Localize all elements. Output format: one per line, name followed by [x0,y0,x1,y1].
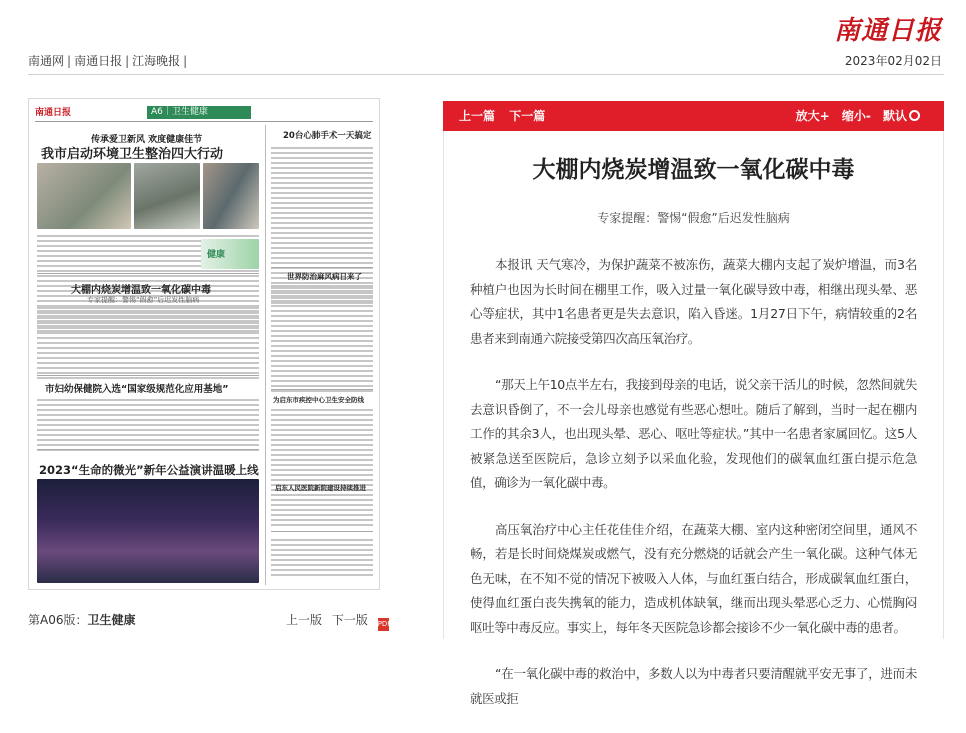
article-title: 大棚内烧炭增温致一氧化碳中毒 [532,157,855,183]
default-size-label: 默认 [882,109,907,123]
zoom-in-button[interactable]: 放大+ [795,109,830,123]
page-label-prefix: 第A06版： [28,613,88,627]
thumb-column-rule [265,125,266,585]
default-size-button[interactable] [883,109,920,123]
thumbnail-edition-bar: A6｜卫生健康 [147,106,251,119]
thumb-headline-6[interactable]: 世界防治麻风病日来了 [287,272,362,281]
page-nav [286,611,395,631]
thumb-divider-3 [37,449,259,450]
article-paragraph-4: “在一氧化碳中毒的救治中，多数人以为中毒者只要清醒就平安无事了，进而未就医或拒 [470,666,917,706]
thumb-headline-4[interactable]: 2023“生命的微光”新年公益演讲温暖上线 [39,463,259,477]
header-divider [28,74,944,75]
thumb-divider-2 [37,375,259,376]
thumb-text-block-3 [37,399,259,454]
prev-page-link[interactable]: 上一版 [286,613,323,627]
issue-date: 2023年02月02日 [844,54,942,68]
link-nantong-net[interactable]: 南通网 [28,54,65,68]
thumb-divider-6 [271,531,373,532]
article-panel [443,131,944,706]
thumb-photo-1 [37,163,131,229]
article-body [470,253,917,733]
thumb-divider-1 [37,273,259,274]
link-nantong-daily[interactable]: 南通日报 [74,54,123,68]
next-page-link[interactable]: 下一版 [331,613,368,627]
thumb-text-block-4 [271,147,373,307]
link-jianghai-evening[interactable]: 江海晚报 [132,54,181,68]
prev-article-button[interactable]: 上一篇 [459,109,496,123]
article-paragraph-1: 本报讯 天气寒冷，为保护蔬菜不被冻伤，蔬菜大棚内支起了炭炉增温，而3名种植户也因为长时间在棚里工作，吸入过量一氧化碳导致中毒，相继出现头晕、恶心等症状，其中1名患者更是失去意识，陷入昏迷。1月27日下午，病情较重的2名患者来到南通六院接受第四次高压氧治疗。 [470,257,917,346]
page-label-name: 卫生健康 [87,613,136,627]
thumb-text-block-7 [271,539,373,579]
page-label [28,611,136,628]
thumb-text-block-2 [37,307,259,382]
thumb-photo-3 [203,163,259,229]
thumb-subheadline-2: 专家提醒：警惕“假愈”后迟发性脑病 [87,296,200,304]
pdf-icon[interactable]: PDF [378,618,389,631]
thumb-photo-4 [37,479,259,583]
thumb-kicker-1[interactable]: 传承爱卫新风 欢度健康佳节 [91,135,203,145]
thumb-text-block-6 [271,409,373,529]
thumb-divider-4 [271,267,373,268]
thumb-headline-1[interactable]: 我市启动环境卫生整治四大行动 [41,147,224,162]
newspaper-page-thumbnail[interactable] [28,98,380,590]
thumb-headline-7[interactable]: 为启东市疾控中心卫生安全防线 [273,396,364,404]
site-logo[interactable]: 南通日报 [833,16,942,46]
zoom-out-button[interactable]: 缩小- [841,109,871,123]
top-links: 南通网 | 南通日报 | 江海晚报 | [28,54,188,68]
thumbnail-logo: 南通日报 [35,108,72,118]
circle-icon [909,110,920,121]
thumb-divider-5 [271,389,373,390]
thumb-text-block-5 [271,285,373,395]
thumb-headline-3[interactable]: 市妇幼保健院入选“国家级规范化应用基地” [45,384,229,395]
article-paragraph-3: 高压氧治疗中心主任花佳佳介绍，在蔬菜大棚、室内这种密闭空间里，通风不畅，若是长时间烧煤炭或燃气，没有充分燃烧的话就会产生一氧化碳。这种气体无色无味，在不知不觉的情况下被吸入人体，与血红蛋白结合，形成碳氧血红蛋白，使得血红蛋白丧失携氧的能力，造成机体缺氧，继而出现头晕恶心乏力、心慌胸闷呕吐等中毒反应。事实上，每年冬天医院急诊都会接诊不少一氧化碳中毒的患者。 [470,521,917,635]
next-article-button[interactable]: 下一篇 [509,109,546,123]
thumb-headline-2[interactable]: 大棚内烧炭增温致一氧化碳中毒 [71,285,211,296]
article-paragraph-2: “那天上午10点半左右，我接到母亲的电话，说父亲干活儿的时候，忽然间就失去意识昏倒了，不一会儿母亲也感觉有些恶心想吐。随后了解到，当时一起在棚内工作的其余3人，也出现头晕、恶心、呕吐等症状。”其中一名患者家属回忆。这5人被紧急送至医院后，急诊立刻予以采血化验，发现他们的碳氧血红蛋白提示危急值，确诊为一氧化碳中毒。 [470,377,917,490]
thumb-photo-2 [134,163,200,229]
thumb-health-badge: 健康 [201,239,259,269]
thumb-headline-5[interactable]: 20台心肺手术一天搞定 [283,131,372,141]
thumbnail-top-rule [35,121,373,122]
article-nav-bar [443,101,944,131]
thumb-headline-8[interactable]: 启东人民医院新院建设持续推进 [275,484,366,492]
article-subtitle: 专家提醒：警惕“假愈”后迟发性脑病 [597,211,790,225]
